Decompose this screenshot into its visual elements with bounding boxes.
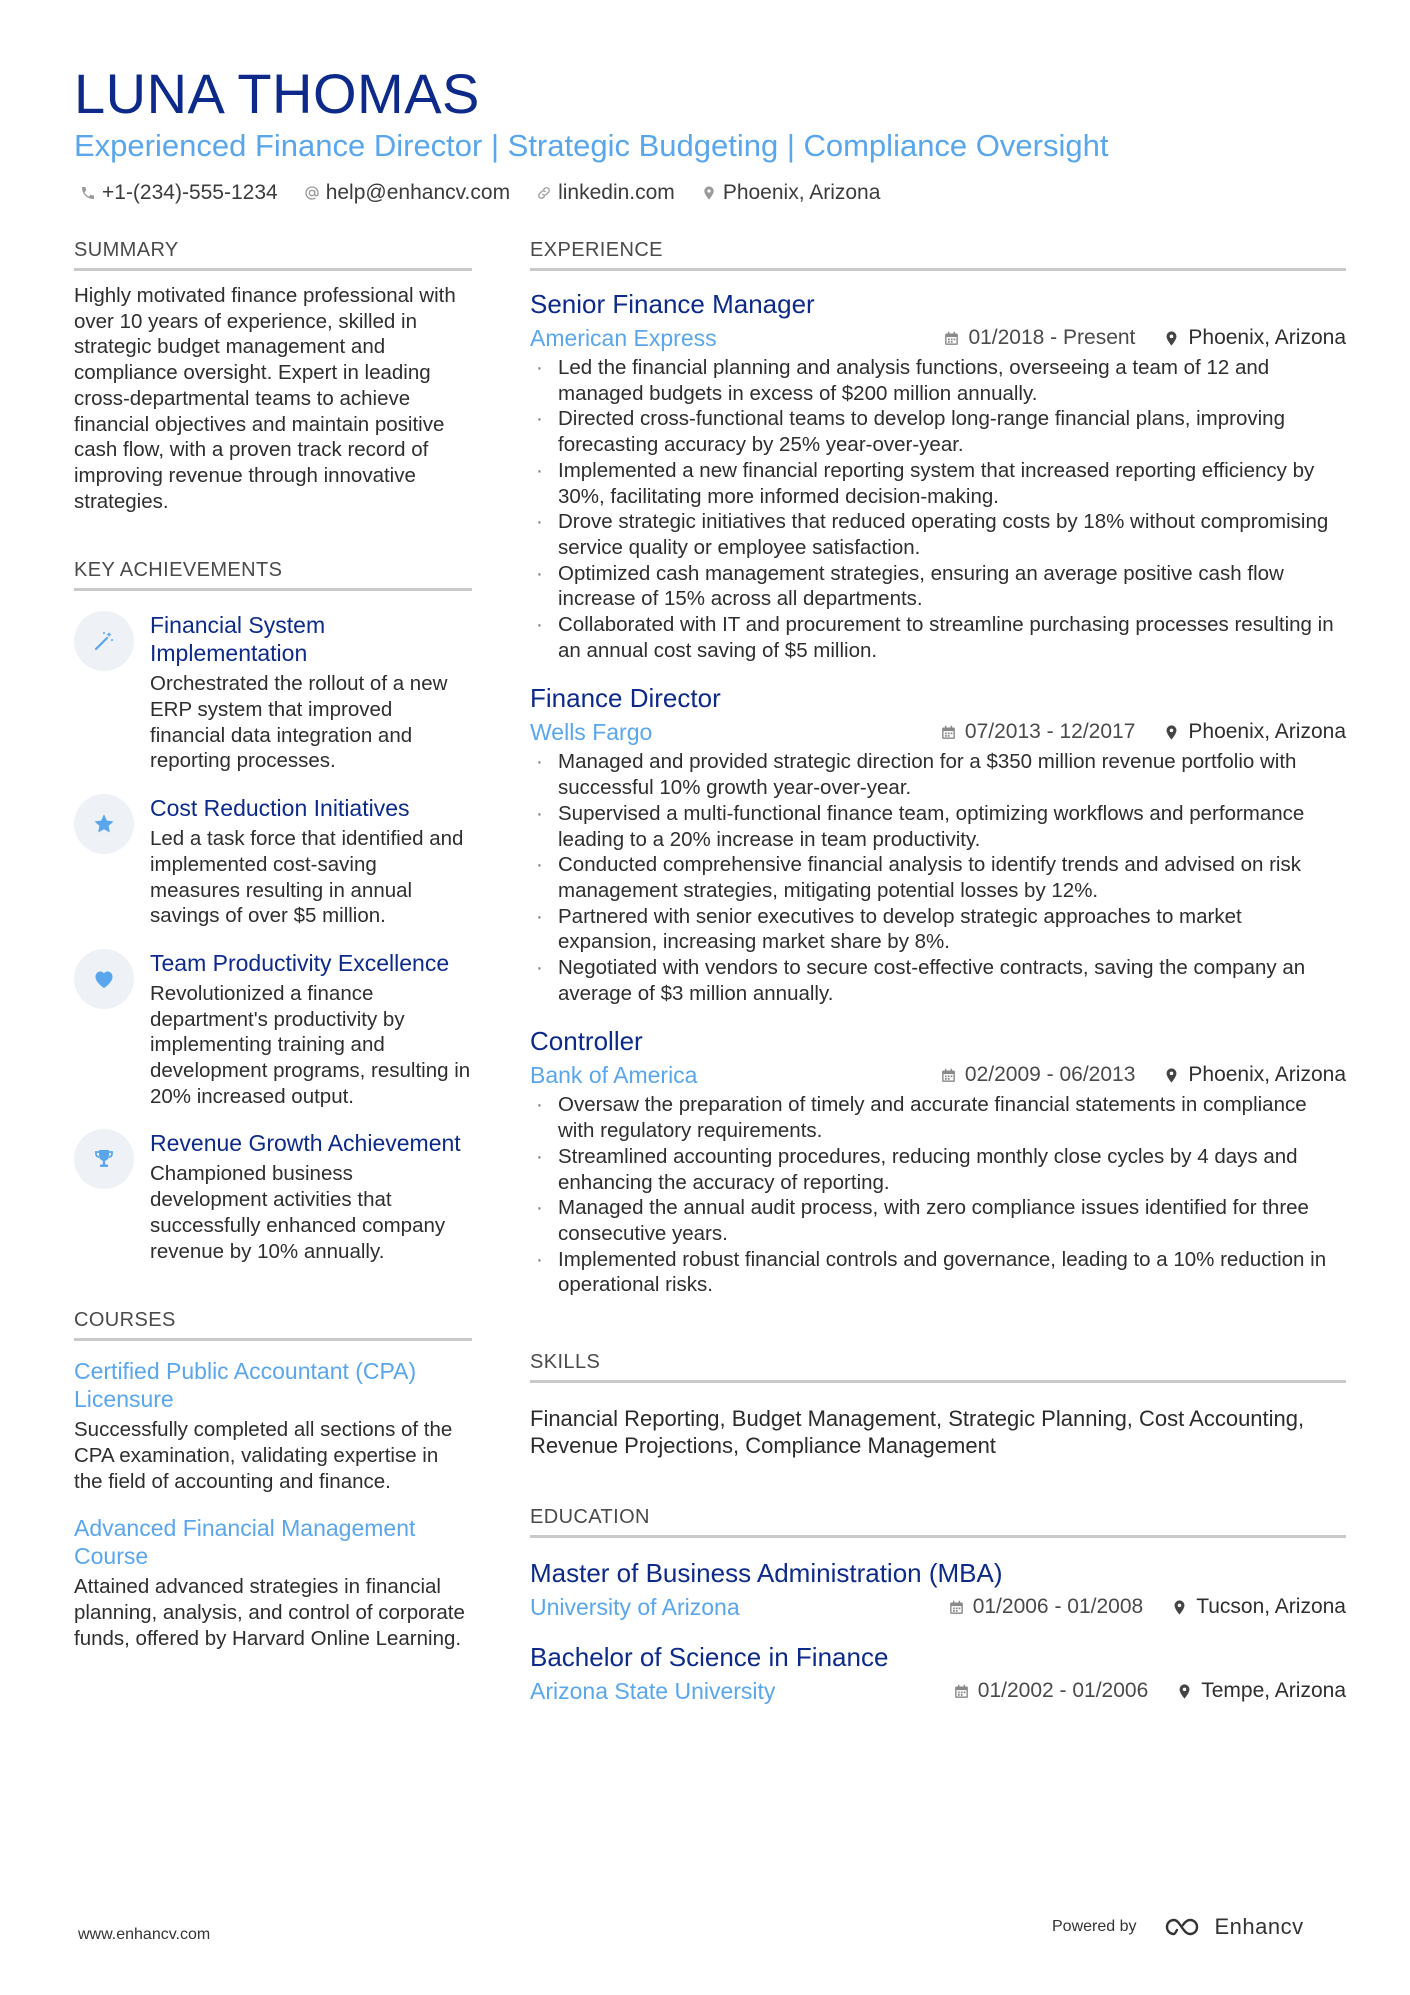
education-degree: Bachelor of Science in Finance: [530, 1642, 889, 1673]
course-text: Successfully completed all sections of the CPA examination, validating expertise in the field of accounting and finance.: [74, 1418, 453, 1493]
headline: Experienced Finance Director | Strategic Budgeting | Compliance Oversight: [74, 128, 1109, 163]
brand-name: Enhancv: [1214, 1914, 1304, 1939]
education-location: [1171, 1592, 1346, 1622]
education-section: [530, 1503, 1346, 1706]
achievement-text: Championed business development activities that successfully enhanced company revenue by 10% annually.: [150, 1162, 446, 1263]
calendar-icon: [940, 1067, 957, 1084]
contact-linkedin[interactable]: [536, 178, 675, 208]
courses-section: [74, 1306, 472, 1651]
powered-by-text: Powered by: [1052, 1918, 1137, 1935]
education-location: [1176, 1676, 1346, 1706]
job-meta: [530, 1060, 1346, 1090]
linkedin-text[interactable]: linkedin.com: [558, 181, 675, 204]
job-dates-text: 07/2013 - 12/2017: [964, 720, 1136, 744]
achievement-text: Revolutionized a finance department's productivity by implementing training and development programs, resulting in 20% increased output.: [150, 981, 471, 1108]
job-dates: [940, 1060, 1135, 1090]
education-school: University of Arizona: [530, 1594, 740, 1621]
job-company: Bank of America: [530, 1062, 698, 1089]
job-entry: [530, 681, 1346, 1006]
job-bullet: · Supervised a multi-functional finance team, optimizing workflows and performance leading to a 20% increase in team productivity.: [530, 801, 1346, 852]
job-dates: [940, 717, 1135, 747]
link-icon: [536, 185, 552, 201]
job-title: Senior Finance Manager: [530, 289, 815, 319]
education-dates: [948, 1592, 1143, 1622]
candidate-name: LUNA THOMAS: [74, 62, 480, 125]
calendar-icon: [953, 1683, 970, 1700]
job-location: [1163, 1060, 1346, 1090]
map-pin-icon: [1163, 1067, 1180, 1084]
job-bullet: · Streamlined accounting procedures, reducing monthly close cycles by 4 days and enhancing the accuracy of reporting.: [530, 1144, 1346, 1195]
map-pin-icon: [1176, 1683, 1193, 1700]
job-location-text: Phoenix, Arizona: [1188, 1063, 1346, 1087]
skills-text: Financial Reporting, Budget Management, Strategic Planning, Cost Accounting, Revenue Projections, Compliance Management: [530, 1406, 1305, 1459]
job-location-text: Phoenix, Arizona: [1188, 720, 1346, 744]
footer-website[interactable]: www.enhancv.com: [78, 1926, 211, 1943]
calendar-icon: [940, 724, 957, 741]
achievement-item: [74, 1129, 472, 1264]
contact-location: [701, 178, 881, 208]
contact-bar: [80, 178, 906, 208]
job-location-text: Phoenix, Arizona: [1188, 326, 1346, 349]
map-pin-icon: [1163, 330, 1180, 347]
trophy-icon: [74, 1129, 134, 1189]
job-location: [1163, 323, 1346, 353]
job-bullet: · Optimized cash management strategies, ensuring an average positive cash flow increase of 15% across all departments.: [530, 561, 1346, 612]
map-pin-icon: [701, 185, 717, 201]
achievements-heading: KEY ACHIEVEMENTS: [74, 556, 472, 591]
job-bullets: [530, 1092, 1346, 1298]
education-dates: [953, 1676, 1148, 1706]
job-bullet: · Collaborated with IT and procurement to streamline purchasing processes resulting in an annual cost saving of $5 million.: [530, 612, 1346, 663]
contact-phone: [80, 178, 278, 208]
footer-branding: [1052, 1914, 1304, 1940]
job-bullet: · Oversaw the preparation of timely and accurate financial statements in compliance with regulatory requirements.: [530, 1092, 1346, 1143]
achievement-item: [74, 611, 472, 774]
achievements-section: [74, 556, 472, 1264]
at-icon: [304, 185, 320, 201]
education-meta: [530, 1592, 1346, 1622]
phone-icon: [80, 185, 96, 201]
achievement-title: Team Productivity Excellence: [150, 949, 450, 976]
job-entry: [530, 287, 1346, 663]
job-entry: [530, 1024, 1346, 1298]
enhancv-logo-icon: [1163, 1914, 1209, 1940]
contact-email[interactable]: [304, 178, 510, 208]
achievement-item: [74, 794, 472, 929]
job-location: [1163, 717, 1346, 747]
course-text: Attained advanced strategies in financial planning, analysis, and control of corporate funds, offered by Harvard Online Learning.: [74, 1575, 465, 1650]
summary-text: Highly motivated finance professional with over 10 years of experience, skilled in strategic budget management and compliance oversight. Expert in leading cross-departmental teams to achieve financial objectives and maintain positive cash flow, with a proven track record of improving revenue through innovative strategies.: [74, 284, 456, 513]
achievement-text: Led a task force that identified and implemented cost-saving measures resulting in annual savings of over $5 million.: [150, 827, 464, 928]
job-bullet: · Implemented a new financial reporting system that increased reporting efficiency by 30%, facilitating more informed decision-making.: [530, 458, 1346, 509]
education-location-text: Tempe, Arizona: [1201, 1679, 1346, 1703]
achievement-title: Financial System Implementation: [150, 612, 326, 667]
education-degree: Master of Business Administration (MBA): [530, 1558, 1003, 1589]
job-dates-text: 01/2018 - Present: [968, 326, 1136, 349]
skills-heading: SKILLS: [530, 1348, 1346, 1383]
email-text[interactable]: help@enhancv.com: [325, 181, 511, 204]
education-location-text: Tucson, Arizona: [1196, 1595, 1346, 1619]
right-column: [530, 236, 1346, 1706]
phone-text: +1-(234)-555-1234: [102, 181, 278, 204]
magic-wand-icon: [74, 611, 134, 671]
course-title: Certified Public Accountant (CPA) Licensure: [74, 1358, 417, 1413]
education-dates-text: 01/2002 - 01/2006: [977, 1679, 1149, 1703]
job-dates-text: 02/2009 - 06/2013: [964, 1063, 1136, 1087]
course-title: Advanced Financial Management Course: [74, 1515, 416, 1570]
job-meta: [530, 323, 1346, 353]
education-entry: [530, 1556, 1346, 1622]
skills-section: [530, 1348, 1346, 1459]
achievement-text: Orchestrated the rollout of a new ERP system that improved financial data integration and reporting processes.: [150, 672, 448, 773]
job-meta: [530, 717, 1346, 747]
map-pin-icon: [1163, 724, 1180, 741]
education-school: Arizona State University: [530, 1678, 776, 1705]
job-bullet: · Led the financial planning and analysis functions, overseeing a team of 12 and managed budgets in excess of $200 million annually.: [530, 355, 1346, 406]
job-bullet: · Negotiated with vendors to secure cost-effective contracts, saving the company an average of $3 million annually.: [530, 955, 1346, 1006]
location-text: Phoenix, Arizona: [722, 181, 881, 204]
job-bullet: · Implemented robust financial controls and governance, leading to a 10% reduction in operational risks.: [530, 1247, 1346, 1298]
job-bullet: · Managed the annual audit process, with zero compliance issues identified for three consecutive years.: [530, 1195, 1346, 1246]
star-icon: [74, 794, 134, 854]
job-title: Controller: [530, 1026, 643, 1057]
courses-heading: COURSES: [74, 1306, 472, 1341]
job-company: Wells Fargo: [530, 719, 653, 746]
job-bullet: · Managed and provided strategic direction for a $350 million revenue portfolio with successful 10% growth year-over-year.: [530, 749, 1346, 800]
summary-heading: SUMMARY: [74, 236, 472, 271]
education-meta: [530, 1676, 1346, 1706]
job-bullet: · Conducted comprehensive financial analysis to identify trends and advised on risk management strategies, mitigating potential losses by 12%.: [530, 852, 1346, 903]
map-pin-icon: [1171, 1599, 1188, 1616]
calendar-icon: [943, 330, 960, 347]
achievement-item: [74, 949, 472, 1110]
achievement-title: Cost Reduction Initiatives: [150, 795, 410, 822]
job-title: Finance Director: [530, 683, 721, 714]
left-column: [74, 236, 472, 1652]
education-heading: EDUCATION: [530, 1503, 1346, 1538]
experience-heading: EXPERIENCE: [530, 236, 1346, 271]
job-bullet: · Drove strategic initiatives that reduced operating costs by 18% without compromising service quality or employee satisfaction.: [530, 509, 1346, 560]
job-company: American Express: [530, 325, 717, 351]
achievement-title: Revenue Growth Achievement: [150, 1130, 461, 1157]
job-bullet: · Directed cross-functional teams to develop long-range financial plans, improving forecasting accuracy by 25% year-over-year.: [530, 406, 1346, 457]
job-dates: [943, 323, 1135, 353]
calendar-icon: [948, 1599, 965, 1616]
job-bullets: [530, 749, 1346, 1006]
job-bullet: · Partnered with senior executives to develop strategic approaches to market expansion, increasing market share by 8%.: [530, 904, 1346, 955]
education-entry: [530, 1640, 1346, 1706]
heart-icon: [74, 949, 134, 1009]
education-dates-text: 01/2006 - 01/2008: [972, 1595, 1144, 1619]
job-bullets: [530, 355, 1346, 663]
